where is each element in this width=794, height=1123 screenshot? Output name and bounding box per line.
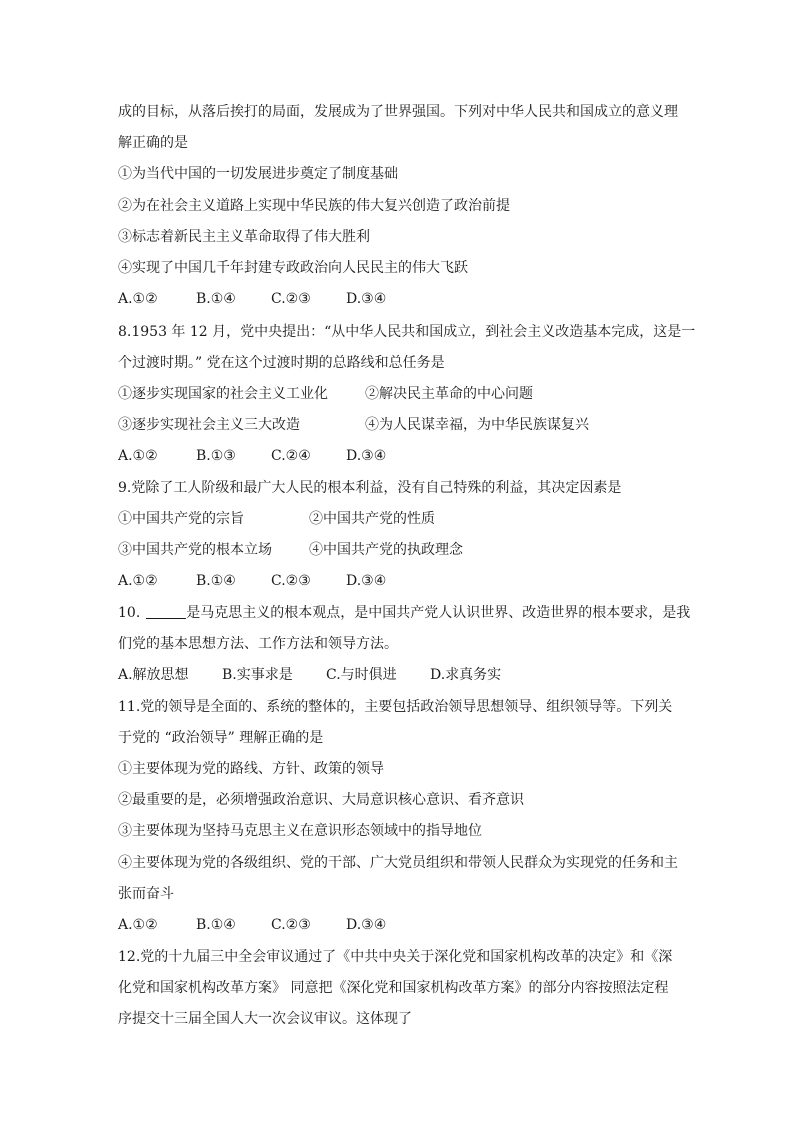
q10-blank: [146, 604, 186, 619]
q8-item-4: ④为人民谋幸福，为中华民族谋复兴: [365, 417, 589, 433]
q9-option-d: D.③④: [346, 573, 387, 589]
q8-stem-line1: 8.1953 年 12 月，党中央提出：“从中华人民共和国成立，到社会主义改造基本完成，这是一: [118, 324, 696, 340]
q10-option-d: D.求真务实: [430, 667, 502, 683]
q10-stem-rest: 是马克思主义的根本观点，是中国共产党人认识世界、改造世界的根本要求，是我: [186, 605, 691, 621]
q7-option-d: D.③④: [346, 291, 387, 307]
q11-item-4-continued: 张而奋斗: [118, 886, 174, 902]
q7-option-c: C.②③: [271, 291, 311, 307]
q10-stem-line2: 们党的基本思想方法、工作方法和领导方法。: [118, 636, 398, 652]
q7-item-3: ③标志着新民主主义革命取得了伟大胜利: [118, 229, 370, 245]
q11-option-d: D.③④: [346, 917, 387, 933]
q10-number: 10.: [118, 605, 141, 621]
q7-item-4: ④实现了中国几千年封建专政政治向人民民主的伟大飞跃: [118, 260, 468, 276]
q8-item-3: ③逐步实现社会主义三大改造: [118, 417, 300, 433]
q8-option-b: B.①③: [196, 448, 236, 464]
q7-item-1: ①为当代中国的一切发展进步奠定了制度基础: [118, 166, 398, 182]
q9-option-b: B.①④: [196, 573, 236, 589]
q12-stem-line1: 12.党的十九届三中全会审议通过了《中共中央关于深化党和国家机构改革的决定》和《深: [118, 949, 673, 965]
q9-stem-line1: 9.党除了工人阶级和最广大人民的根本利益，没有自己特殊的利益，其决定因素是: [118, 480, 622, 496]
q8-option-d: D.③④: [346, 448, 387, 464]
q10-option-b: B.实事求是: [222, 667, 293, 683]
q11-item-2: ②最重要的是，必须增强政治意识、大局意识核心意识、看齐意识: [118, 792, 524, 808]
q10-option-c: C.与时俱进: [326, 667, 397, 683]
q11-item-3: ③主要体现为坚持马克思主义在意识形态领域中的指导地位: [118, 823, 482, 839]
q11-option-a: A.①②: [118, 917, 158, 933]
q9-item-2: ②中国共产党的性质: [309, 511, 435, 527]
q9-item-1: ①中国共产党的宗旨: [118, 511, 244, 527]
q7-option-b: B.①④: [196, 291, 236, 307]
q9-item-4: ④中国共产党的执政理念: [309, 542, 463, 558]
q8-option-a: A.①②: [118, 448, 158, 464]
q9-option-c: C.②③: [271, 573, 311, 589]
q8-item-2: ②解决民主革命的中心问题: [365, 386, 533, 402]
q8-item-1: ①逐步实现国家的社会主义工业化: [118, 386, 328, 402]
q12-stem-line2: 化党和国家机构改革方案》 同意把《深化党和国家机构改革方案》的部分内容按照法定程: [118, 980, 669, 996]
q11-item-1: ①主要体现为党的路线、方针、政策的领导: [118, 761, 384, 777]
q11-stem-line2: 于党的 “政治领导” 理解正确的是: [118, 730, 324, 746]
q9-item-3: ③中国共产党的根本立场: [118, 542, 272, 558]
q7-stem-line1: 成的目标，从落后挨打的局面，发展成为了世界强国。下列对中华人民共和国成立的意义理: [118, 104, 678, 120]
q8-option-c: C.②④: [271, 448, 311, 464]
q11-item-4: ④主要体现为党的各级组织、党的干部、广大党员组织和带领人民群众为实现党的任务和主: [118, 855, 678, 871]
q7-option-a: A.①②: [118, 291, 158, 307]
q7-item-2: ②为在社会主义道路上实现中华民族的伟大复兴创造了政治前提: [118, 198, 510, 214]
q11-option-c: C.②③: [271, 917, 311, 933]
q9-option-a: A.①②: [118, 573, 158, 589]
q7-stem-line2: 解正确的是: [118, 135, 188, 151]
q10-option-a: A.解放思想: [118, 667, 189, 683]
q11-option-b: B.①④: [196, 917, 236, 933]
q8-stem-line2: 个过渡时期。” 党在这个过渡时期的总路线和总任务是: [118, 355, 445, 371]
q11-stem-line1: 11.党的领导是全面的、系统的整体的，主要包括政治领导思想领导、组织领导等。下列关: [118, 699, 673, 715]
q12-stem-line3: 序提交十三届全国人大一次会议审议。这体现了: [118, 1011, 412, 1027]
q10-stem-line1: [118, 604, 690, 622]
